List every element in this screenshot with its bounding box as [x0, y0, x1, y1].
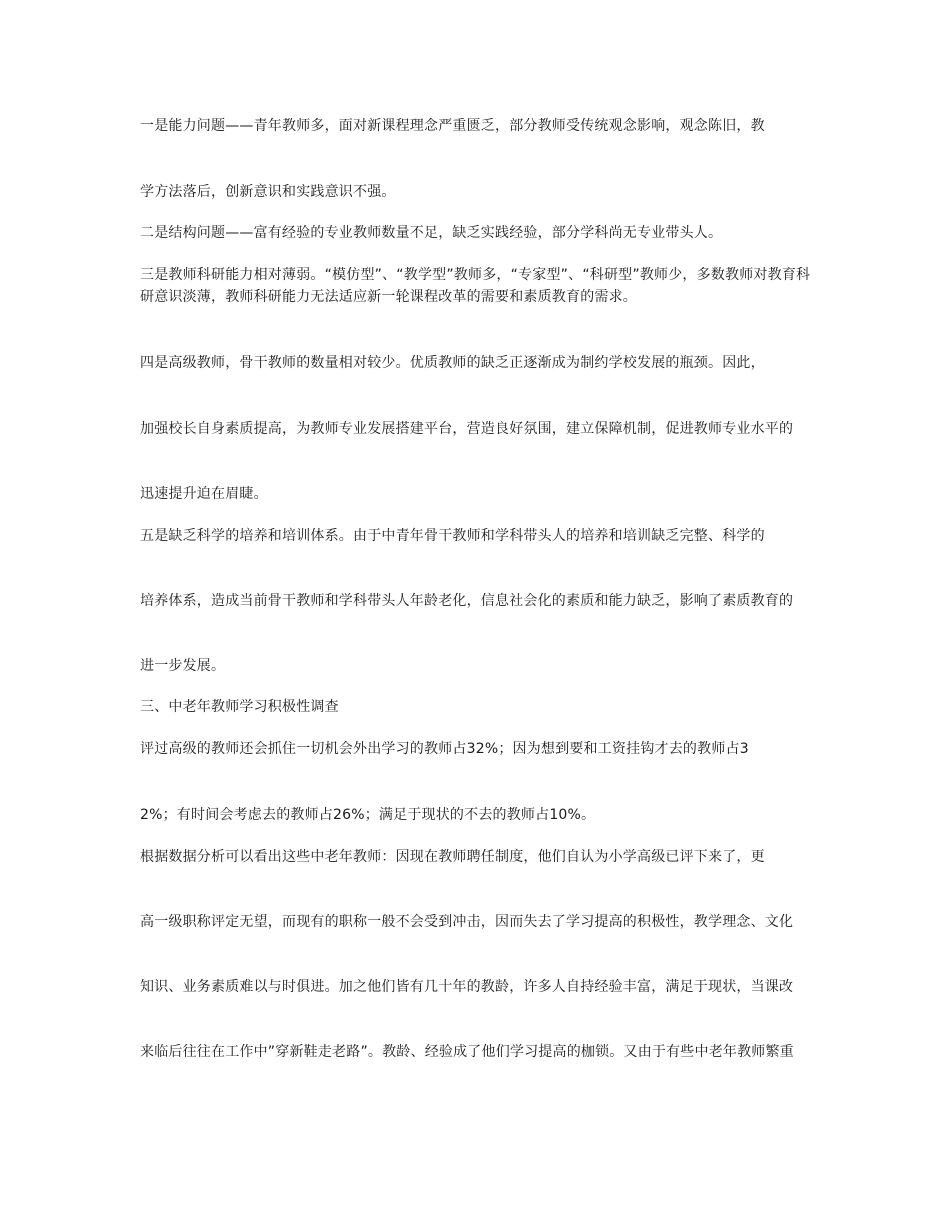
paragraph-survey-stats-cont: 2%；有时间会考虑去的教师占26%；满足于现状的不去的教师占10%。 [140, 807, 596, 823]
paragraph-analysis-cont-2: 知识、业务素质难以与时俱进。加之他们皆有几十年的教龄，许多人自持经验丰富，满足于现状，当课改 [140, 979, 794, 995]
paragraph-training-system: 五是缺乏科学的培养和培训体系。由于中青年骨干教师和学科带头人的培养和培训缺乏完整、科学的 [140, 528, 765, 544]
paragraph-research-ability: 三是教师科研能力相对薄弱。“模仿型”、“教学型”教师多，“专家型”、“科研型”教师少，多数教师对教育科研意识淡薄，教师科研能力无法适应新一轮课程改革的需要和素质教育的需求。 [140, 267, 811, 305]
paragraph-analysis: 根据数据分析可以看出这些中老年教师：因现在教师聘任制度，他们自认为小学高级已评下来了，更 [140, 849, 765, 865]
paragraph-structure-issue: 二是结构问题——富有经验的专业教师数量不足，缺乏实践经验，部分学科尚无专业带头人。 [140, 225, 723, 241]
paragraph-further-development: 进一步发展。 [140, 658, 226, 674]
paragraph-senior-teachers: 四是高级教师，骨干教师的数量相对较少。优质教师的缺乏正逐渐成为制约学校发展的瓶颈。因此， [140, 355, 765, 371]
paragraph-survey-stats: 评过高级的教师还会抓住一切机会外出学习的教师占32%；因为想到要和工资挂钩才去的教师占3 [140, 741, 749, 757]
paragraph-urgent: 迅速提升迫在眉睫。 [140, 486, 268, 502]
paragraph-ability-issue-cont: 学方法落后，创新意识和实践意识不强。 [140, 184, 396, 200]
paragraph-principal-quality: 加强校长自身素质提高，为教师专业发展搭建平台，营造良好氛围，建立保障机制，促进教师专业水平的 [140, 421, 794, 437]
paragraph-analysis-cont-3: 来临后往往在工作中”穿新鞋走老路”。教龄、经验成了他们学习提高的枷锁。又由于有些中老年教师繁重 [140, 1044, 794, 1060]
paragraph-analysis-cont-1: 高一级职称评定无望，而现有的职称一般不会受到冲击，因而失去了学习提高的积极性，教学理念、文化 [140, 914, 794, 930]
paragraph-training-system-cont: 培养体系，造成当前骨干教师和学科带头人年龄老化，信息社会化的素质和能力缺乏，影响了素质教育的 [140, 593, 794, 609]
section-heading-survey: 三、中老年教师学习积极性调查 [140, 699, 339, 715]
paragraph-ability-issue: 一是能力问题——青年教师多，面对新课程理念严重匮乏，部分教师受传统观念影响，观念陈旧，教 [140, 118, 765, 134]
